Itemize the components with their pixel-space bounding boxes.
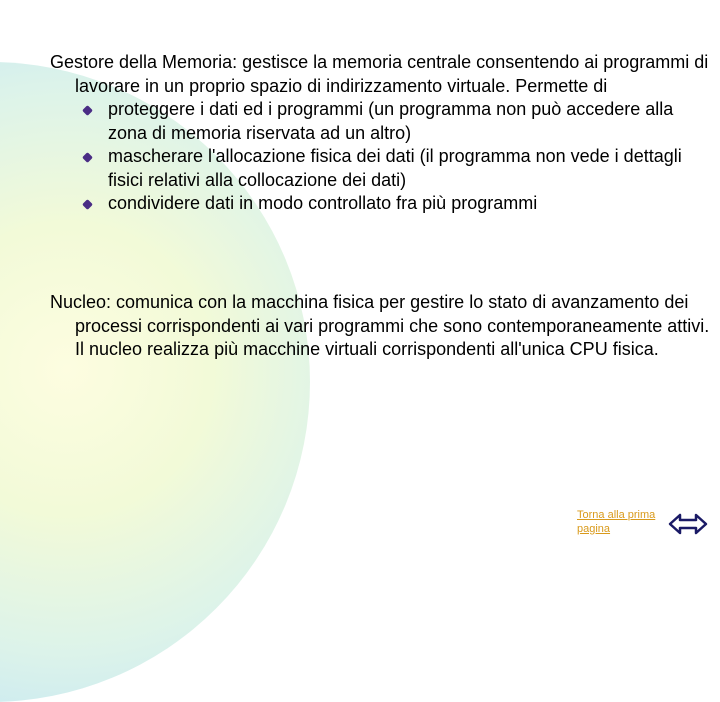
diamond-bullet-icon xyxy=(82,152,93,163)
list-item xyxy=(75,98,715,145)
paragraph-gestore-memoria xyxy=(50,51,715,216)
list-item-text: condividere dati in modo controllato fra più programmi xyxy=(108,193,538,213)
term-gestore-memoria: Gestore della Memoria xyxy=(50,52,233,72)
diamond-bullet-icon xyxy=(82,199,93,210)
memoria-bullet-list xyxy=(75,98,715,216)
term-nucleo: Nucleo xyxy=(50,292,107,312)
paragraph-nucleo xyxy=(50,291,715,362)
list-item xyxy=(75,192,715,216)
double-arrow-icon[interactable] xyxy=(668,512,708,536)
diamond-bullet-icon xyxy=(82,105,93,116)
list-item-text: mascherare l'allocazione fisica dei dati (il programma non vede i dettagli fisici relativi alla collocazione dei dati) xyxy=(108,146,682,190)
paragraph-nucleo-text: : comunica con la macchina fisica per gestire lo stato di avanzamento dei processi corrispondenti ai vari programmi che sono contemporaneamente attivi. Il nucleo realizza più macchine virtuali corrispondenti all'unica CPU fisica. xyxy=(75,292,710,359)
list-item xyxy=(75,145,715,192)
list-item-text: proteggere i dati ed i programmi (un programma non può accedere alla zona di memoria riservata ad un altro) xyxy=(108,99,674,143)
paragraph-memoria-text: : gestisce la memoria centrale consentendo ai programmi di lavorare in un proprio spazio di indirizzamento virtuale. Permette di xyxy=(75,52,709,96)
back-to-first-page-link[interactable]: Torna alla prima pagina xyxy=(577,509,656,535)
